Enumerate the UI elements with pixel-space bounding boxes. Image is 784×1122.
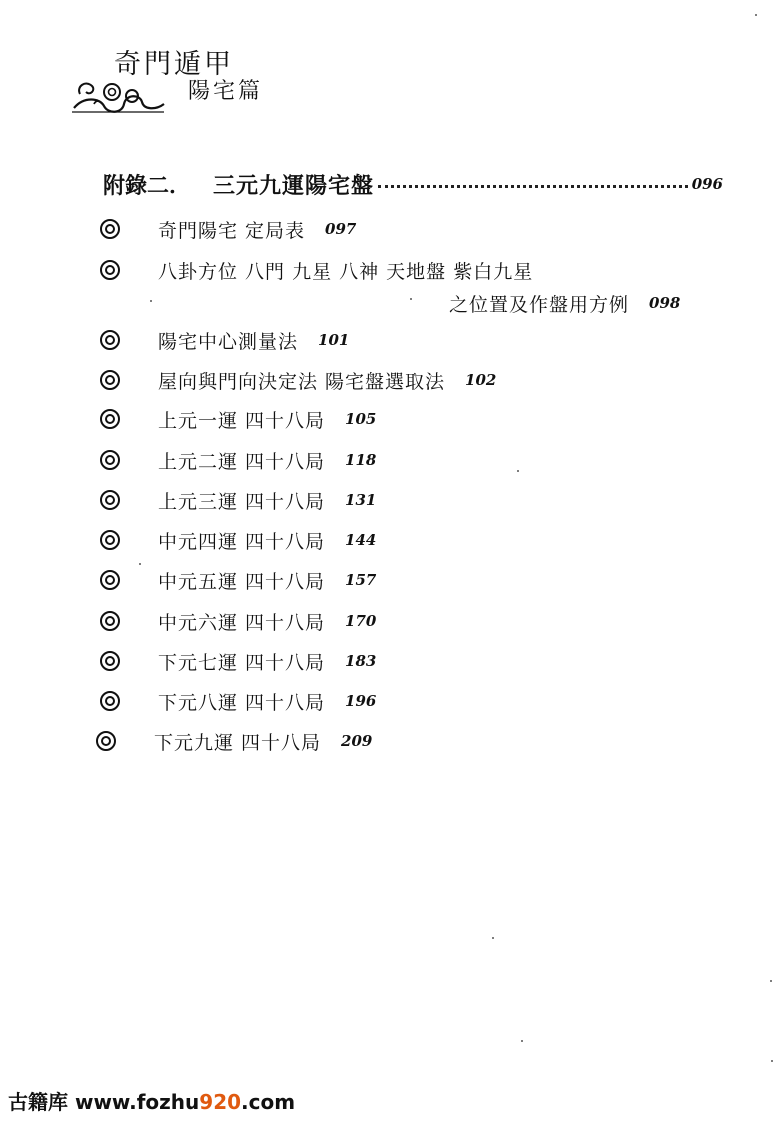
appendix-label: 附錄二． <box>103 173 192 199</box>
toc-entry <box>100 253 553 287</box>
toc-entry-page: 105 <box>345 410 377 428</box>
toc-entry-text: 屋向與門向決定法 陽宅盤選取法 <box>158 370 446 393</box>
toc-entry <box>100 523 376 557</box>
scan-speck <box>139 563 141 565</box>
toc-entry-text: 中元五運 四十八局 <box>158 570 326 593</box>
appendix-title: 三元九運陽宅盤 <box>213 173 375 199</box>
double-circle-bullet-icon <box>100 330 120 350</box>
toc-entry-text: 上元三運 四十八局 <box>158 490 326 513</box>
double-circle-bullet-icon <box>100 611 120 631</box>
toc-entry-text: 下元九運 四十八局 <box>154 731 322 754</box>
scan-speck <box>150 300 152 302</box>
toc-entry-page: 101 <box>318 331 350 349</box>
double-circle-bullet-icon <box>100 409 120 429</box>
double-circle-bullet-icon <box>96 731 116 751</box>
watermark-prefix: 古籍库 www.fozhu <box>8 1090 200 1114</box>
toc-entry-text: 中元四運 四十八局 <box>158 530 326 553</box>
toc-entry <box>100 443 376 477</box>
toc-continuation-page: 098 <box>649 294 681 312</box>
toc-entry <box>100 483 376 517</box>
scan-speck <box>410 298 412 300</box>
toc-entry <box>100 644 376 678</box>
toc-entry-text: 上元二運 四十八局 <box>158 450 326 473</box>
watermark-highlight: 920 <box>199 1090 242 1114</box>
toc-entry <box>100 323 349 357</box>
double-circle-bullet-icon <box>100 370 120 390</box>
scan-speck <box>517 470 519 472</box>
dot-leader <box>378 185 688 188</box>
toc-entry-page: 170 <box>345 612 377 630</box>
site-watermark <box>8 1086 295 1115</box>
toc-entry-text: 八卦方位 八門 九星 八神 天地盤 紫白九星 <box>158 260 534 283</box>
book-subtitle: 陽宅篇 <box>188 79 264 104</box>
scan-speck <box>771 1060 773 1062</box>
scan-speck <box>492 937 494 939</box>
toc-entry-page: 102 <box>465 371 497 389</box>
double-circle-bullet-icon <box>100 450 120 470</box>
book-header <box>70 38 290 128</box>
cloud-ornament-icon <box>70 72 166 118</box>
toc-entry-page: 131 <box>345 491 377 509</box>
double-circle-bullet-icon <box>100 219 120 239</box>
appendix-heading <box>103 166 723 202</box>
toc-entry-page: 209 <box>341 732 373 750</box>
scan-speck <box>755 14 757 16</box>
scan-speck <box>521 1040 523 1042</box>
toc-entry <box>100 363 496 397</box>
toc-entry <box>100 604 376 638</box>
scan-speck <box>770 980 772 982</box>
watermark-suffix: .com <box>241 1090 296 1114</box>
double-circle-bullet-icon <box>100 691 120 711</box>
toc-entry-text: 下元八運 四十八局 <box>158 691 326 714</box>
double-circle-bullet-icon <box>100 490 120 510</box>
double-circle-bullet-icon <box>100 570 120 590</box>
double-circle-bullet-icon <box>100 530 120 550</box>
toc-entry-continuation <box>449 288 680 318</box>
toc-entry <box>100 402 376 436</box>
toc-entry-text: 下元七運 四十八局 <box>158 651 326 674</box>
toc-entry-text: 陽宅中心測量法 <box>158 330 299 353</box>
toc-continuation-text: 之位置及作盤用方例 <box>449 293 630 316</box>
book-title: 奇門遁甲 <box>114 49 234 80</box>
double-circle-bullet-icon <box>100 651 120 671</box>
toc-entry-text: 中元六運 四十八局 <box>158 611 326 634</box>
appendix-page-number: 096 <box>691 175 723 193</box>
toc-entry-page: 196 <box>345 692 377 710</box>
toc-entry-page: 097 <box>325 220 357 238</box>
double-circle-bullet-icon <box>100 260 120 280</box>
toc-entry-page: 144 <box>345 531 377 549</box>
toc-entry-page: 183 <box>345 652 377 670</box>
toc-entry-page: 118 <box>345 451 377 469</box>
toc-entry <box>100 563 376 597</box>
toc-entry-page: 157 <box>345 571 377 589</box>
toc-entry-text: 奇門陽宅 定局表 <box>158 219 306 242</box>
toc-entry <box>100 684 376 718</box>
toc-entry <box>100 212 356 246</box>
toc-entry-text: 上元一運 四十八局 <box>158 409 326 432</box>
toc-entry <box>96 724 372 758</box>
